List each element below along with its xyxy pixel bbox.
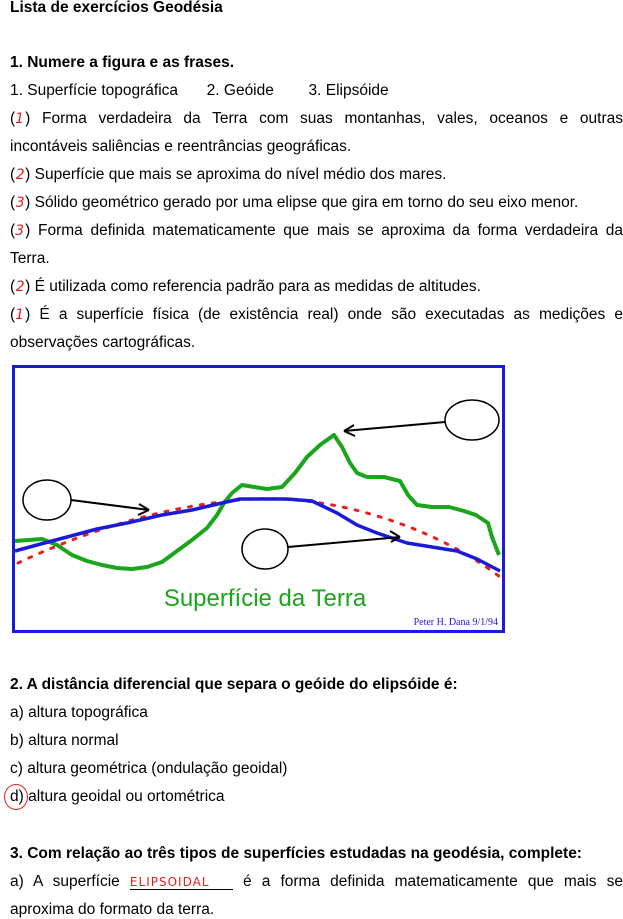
figure-caption: Superfície da Terra: [163, 585, 367, 612]
answer-mark: 1: [15, 307, 25, 323]
option-b: b) altura normal: [10, 732, 119, 749]
statement-1: (1) Forma verdadeira da Terra com suas montanhas, vales, oceanos e outras: [10, 110, 623, 127]
earth-surface-figure: [12, 365, 505, 633]
option-ellipsoid: 3. Elipsóide: [308, 82, 389, 99]
statement-1-cont: incontáveis saliências e reentrâncias geográficas.: [10, 138, 352, 155]
answer-mark: 2: [15, 167, 25, 183]
handwritten-answer: ELIPSOIDAL: [129, 875, 210, 889]
selected-answer: d) altura geoidal ou ortométrica: [10, 788, 225, 806]
question-1-heading: 1. Numere a figura e as frases.: [10, 54, 235, 71]
option-topography: 1. Superfície topográfica: [10, 82, 179, 99]
question-3-item-a-cont: aproxima do formato da terra.: [10, 901, 215, 918]
statement-4: (3) Forma definida matematicamente que mais se aproxima da forma verdadeira da: [10, 222, 623, 239]
answer-mark: 1: [15, 111, 25, 127]
answer-circle-mark: [4, 784, 28, 810]
statement-3: (3) Sólido geométrico gerado por uma elipse que gira em torno do seu eixo menor.: [10, 194, 579, 211]
question-3-heading: 3. Com relação ao três tipos de superfícies estudadas na geodésia, complete:: [10, 845, 582, 862]
label-circle-topography: [445, 400, 499, 440]
question-3-item-a: a) A superfície ELIPSOIDAL é a forma definida matematicamente que mais se: [10, 873, 623, 890]
statement-6: (1) É a superfície física (de existência real) onde são executadas as medições e: [10, 306, 623, 323]
statement-2: (2) Superfície que mais se aproxima do nível médio dos mares.: [10, 166, 447, 183]
option-c: c) altura geométrica (ondulação geoidal): [10, 760, 288, 777]
answer-mark: 2: [15, 279, 25, 295]
option-d: [10, 788, 225, 806]
option-a: a) altura topográfica: [10, 704, 148, 721]
label-circle-ellipsoid: [23, 480, 71, 520]
question-1-options: [10, 82, 389, 100]
answer-mark: 3: [15, 223, 25, 239]
statement-4-cont: Terra.: [10, 250, 50, 267]
document-title: Lista de exercícios Geodésia: [10, 0, 223, 16]
question-2-heading: 2. A distância diferencial que separa o geóide do elipsóide é:: [10, 676, 458, 693]
statement-6-cont: observações cartográficas.: [10, 334, 196, 351]
answer-mark: 3: [15, 195, 25, 211]
option-geoid: 2. Geóide: [206, 82, 274, 99]
label-circle-geoid: [242, 529, 288, 569]
statement-5: (2) É utilizada como referencia padrão para as medidas de altitudes.: [10, 278, 481, 295]
figure-credit: Peter H. Dana 9/1/94: [413, 617, 498, 628]
